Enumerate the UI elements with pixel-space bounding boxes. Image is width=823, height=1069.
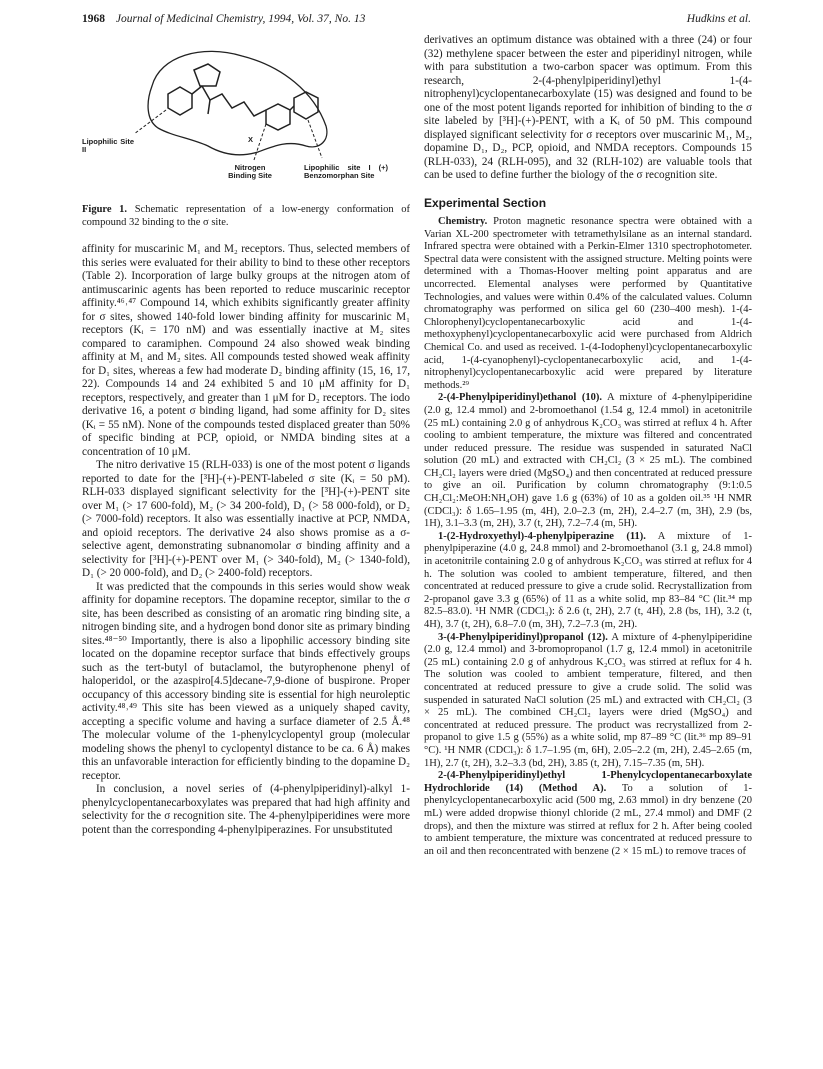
experimental-section (424, 216, 752, 858)
entry-lead: Chemistry. (438, 216, 488, 227)
phenyl-ring-right (294, 92, 318, 119)
left-column (82, 34, 410, 837)
left-paragraph-4: In conclusion, a novel series of (4-phenylpiperidinyl)-alkyl 1-phenylcyclopentanecarboxylates was prepared that had high affinity and selectivity for the σ recognition site. The 4-phenylpiperidines were more potent than the corresponding 4-phenylpiperazines. For unsubstituted (82, 783, 410, 836)
label-lipophilic-site-ii: Lipophilic Site II (82, 137, 134, 154)
ester-chain (202, 86, 266, 116)
entry-chemistry (424, 216, 752, 392)
caption-text: Schematic representation of a low-energy conformation of compound 32 binding to the σ site. (82, 204, 410, 228)
entry-text: A mixture of 4-phenylpiperidine (2.0 g, 12.4 mmol) and 2-bromoethanol (1.54 g, 12.4 mmol) in acetonitrile (25 mL) containing 2.0 g of anhydrous K₂CO₃ was stirred at reflux 4 h. After cooling to ambient temperature, the mixture was filtered and concentrated under reduced pressure. The residue was suspended in saturated NaCl solution (20 mL) and extracted with CH₂Cl₂ (3 × 25 mL). The combined CH₂Cl₂ layers were dried (MgSO₄) and then concentrated at reduced pressure to give an oil. Purification by column chromatography (9:1:0.5 CH₂Cl₂:MeOH:NH₄OH) gave 1.6 g (63%) of 10 as a golden oil.³⁵ ¹H NMR (CDCl₃): δ 1.65–1.95 (m, 4H), 2.0–2.3 (m, 2H), 2.4–2.7 (m, 3H), 2.9 (bs, 1H), 3.1–3.3 (m, 2H), 3.7 (t, 2H), 7.2–7.4 (m, 5H). (424, 392, 752, 530)
label-x: X (248, 135, 254, 144)
entry-compound-12 (424, 632, 752, 771)
label-lipophilic-site-i: Lipophilic site I (+) Benzomorphan Site (304, 163, 388, 180)
right-column (424, 34, 752, 858)
author-header: Hudkins et al. (686, 13, 751, 25)
running-header (82, 13, 751, 31)
entry-text: Proton magnetic resonance spectra were obtained with a Varian XL-200 spectrometer with tetramethylsilane as an internal standard. Infrared spectra were obtained with a Perkin-Elmer 1310 spectrophotometer. Spectral data were consistent with the assigned structure. Melting points were determined with a Thomas-Hoover melting point apparatus and are uncorrected. Elemental analyses were performed by Quantitative Technologies, and values were within 0.4% of the calculated values. Column chromatography was performed on silica gel 60 (230–400 mesh). 1-(4-Chlorophenyl)cyclopentanecarboxylic acid and 1-(4-methoxyphenyl)cyclopentanecarboxylic acid were purchased from Aldrich Chemical Co. and used as received. 1-(4-Iodophenyl)cyclopentanecarboxylic acid, 1-(4-cyanophenyl)-cyclopentanecarboxylic acid, and 1-(4-nitrophenyl)cyclopentanecarboxylic acid were prepared by literature methods.²⁹ (424, 216, 752, 391)
left-paragraph-2: The nitro derivative 15 (RLH-033) is one of the most potent σ ligands reported to date for the [³H]-(+)-PENT-labeled σ site (Kᵢ = 50 pM). RLH-033 displayed significant selectivity for the [³H]-(+)-PENT site over M₁ (> 17 600-fold), M₂ (> 34 200-fold), D₁ (> 58 000-fold), or D₂ (> 7000-fold) receptors. It also was essentially inactive at PCP, NMDA, and opioid receptors. The derivative 24 also shows promise as a σ-selective agent, demonstrating subnanomolar σ binding affinity and a selectivity for [³H]-(+)-PENT over M₁ (> 340-fold), M₂ (> 1340-fold), D₁ (> 20 000-fold), and D₂ (> 2400-fold) receptors. (82, 459, 410, 579)
label-nitrogen-binding-site: Nitrogen Binding Site (228, 163, 272, 180)
page-number: 1968 (82, 13, 105, 25)
figure-1 (82, 34, 410, 202)
entry-text: A mixture of 4-phenylpiperidine (2.0 g, 12.4 mmol) and 3-bromopropanol (1.7 g, 12.4 mmol) in acetonitrile (25 mL) containing 2.0 g of anhydrous K₂CO₃ was stirred at reflux for 4 h. The solution was cooled to ambient temperature, filtered, and then concentrated at reduced pressure to give a crude solid. The solid was suspended in saturated NaCl solution (25 mL) and extracted with CH₂Cl₂ (3 × 25 mL). The combined CH₂Cl₂ layers were dried (MgSO₄) and concentrated at reduced pressure. The product was recrystallized from 2-propanol to give 1.5 g (55%) as a white solid, mp 87–89 °C (lit.³⁶ mp 89–91 °C). ¹H NMR (CDCl₃): δ 1.7–1.95 (m, 6H), 2.05–2.2 (m, 2H), 2.45–2.65 (m, 1H), 2.7 (t, 2H), 3.2–3.3 (bd, 2H), 3.85 (t, 2H), 7.15–7.35 (m, 5H). (424, 631, 753, 769)
entry-text: To a solution of 1-phenylcyclopentanecarboxylic acid (500 mg, 2.63 mmol) in dry benzene (20 mL) were added dropwise thionyl chloride (2 mL, 27.4 mmol) and DMF (2 drops), and then the mixture was stirred at reflux for 2 h. After being cooled to ambient temperature, the mixture was concentrated at reduced pressure to an oil and then reconcentrated with benzene (2 × 15 mL) to remove traces of (424, 782, 753, 857)
journal-citation: Journal of Medicinal Chemistry, 1994, Vol. 37, No. 13 (115, 13, 366, 25)
caption-label: Figure 1. (82, 204, 128, 215)
entry-text: A mixture of 1-phenylpiperazine (4.0 g, 24.8 mmol) and 2-bromoethanol (3.1 g, 24.8 mmol) in acetonitrile containing 2.0 g of anhydrous K₂CO₃ was stirred at reflux for 4 h. The solution was cooled to ambient temperature, filtered, and then concentrated at reduced pressure to give a crude solid. Recrystallization from 2-propanol gave 3.3 g (65%) of 11 as a white solid, mp 83–84 °C (lit.³⁴ mp 82.5–83.0). ¹H NMR (CDCl₃): δ 2.6 (t, 2H), 2.7 (t, 4H), 2.8 (bs, 1H), 3.2 (t, 4H), 3.7 (t, 2H), 6.8–7.0 (m, 3H), 7.2–7.3 (m, 2H). (424, 530, 753, 630)
entry-lead: 1-(2-Hydroxyethyl)-4-phenylpiperazine (11). (438, 530, 646, 542)
entry-compound-14 (424, 770, 752, 858)
cyclopentyl-ring (194, 64, 220, 86)
binding-pocket-outline (148, 51, 327, 154)
piperidine-ring (266, 104, 290, 130)
left-paragraph-3: It was predicted that the compounds in this series would show weak affinity for dopamine receptors. The dopamine receptor, similar to the σ site, has been described as consisting of an aromatic ring binding site, a nitrogen binding site, and a hydrogen bond donor site as primary binding sites.⁴⁸⁻⁵⁰ Importantly, there is also a lipophilic accessory binding site located on the dopamine receptor surface that binds effectively groups such as the tert-butyl of butaclamol, the butyrophenone phenyl of haloperidol, or the azaspiro[4.5]decane-7,9-dione of buspirone. Proper occupancy of this accessory binding site is essential for high neuroleptic activity.⁴⁸˒⁴⁹ This site has been viewed as a uniquely shaped cavity, accepting a specific volume and having a surface diameter of 2.5 Å.⁴⁸ The molecular volume of the 1-phenylcyclopentyl group (molecular modeling shows the phenyl to cyclopentyl distance to be ca. 6 Å) makes this an unfavorable interaction for efficiently binding to the dopamine D₂ receptor. (82, 580, 410, 782)
entry-lead: 2-(4-Phenylpiperidinyl)ethyl 1-Phenylcyclopentanecarboxylate Hydrochloride (14) (Method A). (424, 770, 752, 794)
figure-caption (82, 204, 410, 229)
left-paragraph-1: affinity for muscarinic M₁ and M₂ receptors. Thus, selected members of this series were evaluated for their ability to bind to these other receptors (Table 2). Incorporation of large bulky groups at the nitrogen atom of antimuscarinic agents has been reported to reduce muscarinic receptor affinity.⁴⁶˒⁴⁷ Compound 14, which exhibits significantly greater affinity for σ sites, showed 140-fold lower binding affinity for muscarinic M₁ receptors (Kᵢ = 170 nM) and was essentially inactive at M₂ sites compared to caramiphen. Compound 24 also showed weak binding affinity at M₁ and M₂ sites. All compounds tested showed weak affinity for D₁ sites, whereas a few had moderate D₂ binding affinity (15, 16, 17, 22). Compounds 14 and 24 exhibited 5 and 10 μM affinity for D₁ receptors, respectively, and greater than 1 μM for D₂ receptors. The iodo derivative 16, a potent σ binding ligand, had some affinity for D₂ sites (Kᵢ = 55 nM). None of the compounds tested displaced greater than 50% of specific binding at PCP, opioid, or NMDA binding sites at a concentration of 10 μM. (82, 243, 410, 458)
entry-compound-10 (424, 392, 752, 531)
entry-lead: 3-(4-Phenylpiperidinyl)propanol (12). (438, 631, 608, 643)
entry-lead: 2-(4-Phenylpiperidinyl)ethanol (10). (438, 392, 602, 404)
entry-compound-11 (424, 531, 752, 632)
phenyl-ring-left (168, 87, 192, 115)
section-heading: Experimental Section (424, 195, 547, 210)
right-intro-paragraph: derivatives an optimum distance was obtained with a three (24) or four (32) methylene spacer between the ester and piperidinyl nitrogen, while with para substitution a two-carbon spacer was optimum. From this research, 2-(4-phenylpiperidinyl)ethyl 1-(4-nitrophenyl)cyclopentanecarboxylate (15) was designed and found to be one of the most potent ligands reported for inhibition of binding to the σ site labeled by [³H]-(+)-PENT, with a Kᵢ of 50 pM. This compound displayed significant selectivity for σ receptors over muscarinic M₁, M₂, dopamine D₁, D₂, PCP, opioid, and NMDA receptors. Compounds 15 (RLH-033), 24 (RLH-095), and 32 (RLH-102) are valuable tools that can be used to define further the biology of the σ recognition site. (424, 34, 752, 181)
